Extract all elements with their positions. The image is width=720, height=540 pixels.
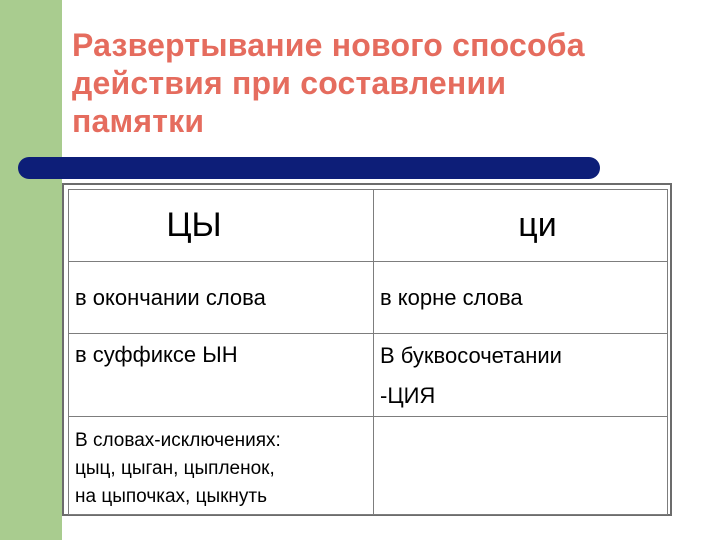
rules-table bbox=[68, 189, 668, 515]
slide-title: Развертывание нового способа действия при составлении памятки bbox=[72, 27, 585, 139]
table-cell: в корне слова bbox=[374, 262, 668, 334]
table-row bbox=[69, 417, 668, 515]
title-divider-bar bbox=[18, 157, 600, 179]
table-header-row bbox=[69, 190, 668, 262]
table-cell-empty bbox=[374, 417, 668, 515]
rules-table-frame bbox=[62, 183, 672, 516]
header-tsy: ЦЫ bbox=[69, 190, 374, 262]
table-cell: В буквосочетании -ЦИЯ bbox=[374, 334, 668, 417]
table-row bbox=[69, 262, 668, 334]
header-tsi: ци bbox=[374, 190, 668, 262]
table-row bbox=[69, 334, 668, 417]
table-cell: В словах-исключениях: цыц, цыган, цыпленок, на цыпочках, цыкнуть bbox=[69, 417, 374, 515]
table-cell: в окончании слова bbox=[69, 262, 374, 334]
table-cell: в суффиксе ЫН bbox=[69, 334, 374, 417]
